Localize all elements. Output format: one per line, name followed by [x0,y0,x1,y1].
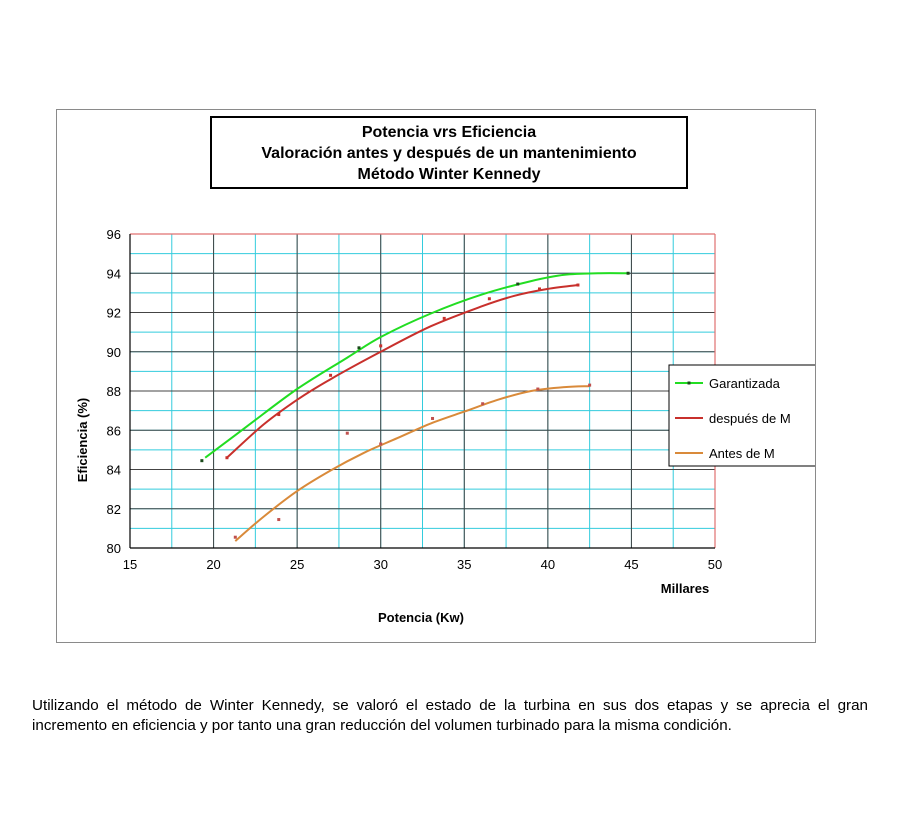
x-tick-label: 20 [206,557,221,572]
y-tick-label: 96 [106,227,121,242]
data-point-antes-de-m [234,536,237,539]
data-point-antes-de-m [379,442,382,445]
data-point-antes-de-m [346,432,349,435]
data-point-antes-de-m [536,388,539,391]
chart-title-line-3: Método Winter Kennedy [357,166,541,183]
data-point-despu-s-de-m [488,297,491,300]
data-point-garantizada [357,346,360,349]
chart-frame [56,109,816,643]
legend-label-despu-s-de-m: después de M [709,411,791,426]
legend-label-garantizada: Garantizada [709,376,780,391]
data-point-garantizada [200,459,203,462]
y-tick-label: 80 [106,541,121,556]
y-tick-label: 92 [106,305,121,321]
x-unit-label: Millares [660,581,710,596]
y-tick-label: 84 [106,462,121,478]
x-tick-label: 50 [707,557,723,572]
x-tick-label: 40 [540,557,556,572]
legend-marker-garantizada [688,382,691,385]
y-tick-label: 86 [106,423,121,439]
data-point-antes-de-m [431,417,434,420]
data-point-antes-de-m [588,384,591,387]
x-tick-label: 30 [373,557,388,572]
data-point-despu-s-de-m [379,344,382,347]
data-point-despu-s-de-m [538,287,541,290]
y-axis-label: Eficiencia (%) [75,397,90,483]
data-point-antes-de-m [481,402,484,405]
legend [669,365,815,466]
data-point-garantizada [516,283,519,286]
chart-title-box [210,116,688,189]
chart-svg [57,110,815,642]
chart-title-line-1: Potencia vrs Eficiencia [361,124,537,141]
y-tick-label: 88 [106,384,121,399]
x-tick-label: 35 [457,557,472,572]
data-point-despu-s-de-m [329,374,332,377]
x-tick-label: 15 [122,557,138,572]
x-tick-label: 45 [624,557,639,572]
series-line-antes-de-m [235,386,589,541]
legend-label-antes-de-m: Antes de M [709,446,775,461]
data-point-despu-s-de-m [277,413,280,416]
x-axis-label: Potencia (Kw) [378,610,464,625]
y-tick-label: 82 [106,501,121,517]
data-point-despu-s-de-m [443,317,446,320]
axes-layer [107,227,723,572]
data-point-antes-de-m [277,518,280,521]
y-tick-label: 94 [106,266,121,282]
data-point-despu-s-de-m [576,284,579,287]
grid-layer [130,234,715,548]
chart-title-line-2: Valoración antes y después de un mantenimiento [261,145,637,162]
caption-paragraph: Utilizando el método de Winter Kennedy, se valoró el estado de la turbina en sus dos etapas y se aprecia el gran incremento en eficiencia y por tanto una gran reducción del volumen turbinado para la misma condición. [32,697,868,735]
y-tick-label: 90 [106,344,121,360]
data-point-despu-s-de-m [225,456,228,459]
data-point-garantizada [627,272,630,275]
x-tick-label: 25 [289,557,305,572]
